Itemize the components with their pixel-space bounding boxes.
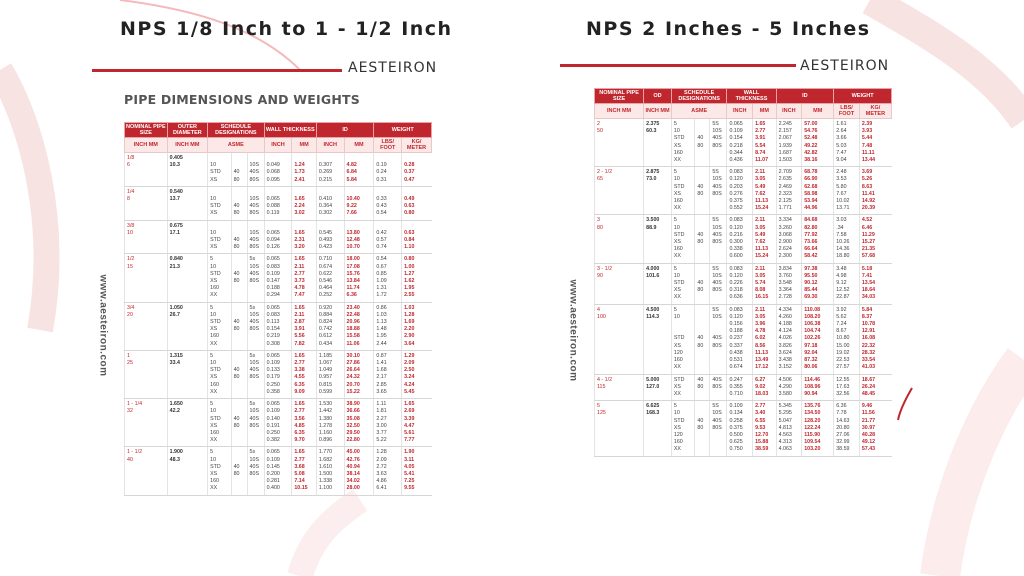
sub-kg: KG/ METER — [402, 138, 432, 153]
subheader-row — [125, 138, 432, 153]
cell-w-in: 0.083 0.120 0.156 0.188 0.237 0.337 0.438 0.531 0.674 — [727, 304, 753, 374]
cell-id-mm: 84.68 82.80 77.92 73.66 66.64 58.42 — [802, 215, 834, 263]
sub-id-inch: INCH — [316, 138, 344, 153]
cell-lbs: 0.87 1.41 1.68 2.17 2.85 3.65 — [374, 350, 402, 398]
cell-lbs: 3.92 5.62 7.24 8.67 10.80 15.00 19.02 22.53 27.57 — [834, 304, 860, 374]
right-pipe-table — [594, 88, 892, 457]
table-row — [595, 401, 892, 456]
cell-sch3: 10S 40S 80S — [247, 220, 264, 254]
cell-lbs: 0.19 0.24 0.31 — [374, 153, 402, 187]
cell-w-in: 0.065 0.094 0.126 — [264, 220, 292, 254]
cell-id-in: 0.545 0.493 0.423 — [316, 220, 344, 254]
hdr-wall: WALL THICKNESS — [727, 89, 776, 104]
cell-nps: 1 25 — [125, 350, 168, 398]
cell-id-mm: 23.40 22.48 20.96 18.88 15.58 11.06 — [344, 302, 374, 350]
cell-w-in: 0.109 0.134 0.258 0.375 0.500 0.625 0.750 — [727, 401, 753, 456]
sub-kg: KG/ METER — [859, 104, 891, 119]
cell-id-in: 0.410 0.364 0.302 — [316, 186, 344, 220]
cell-kg: 0.80 1.00 1.27 1.62 1.95 2.55 — [402, 254, 432, 302]
cell-sch2: 40 80 — [231, 186, 247, 220]
cell-sch2: 40 80 — [231, 447, 247, 495]
cell-sch2: 40 80 — [231, 350, 247, 398]
cell-sch1: 5 10 STD XS 160 XX — [208, 254, 231, 302]
cell-sch3: 10S 40S 80S — [247, 153, 264, 187]
table-row — [595, 167, 892, 215]
cell-lbs: 2.48 3.53 5.80 7.67 10.02 13.71 — [834, 167, 860, 215]
cell-lbs: 0.86 1.03 1.13 1.48 1.95 2.44 — [374, 302, 402, 350]
cell-id-mm: 97.38 95.50 90.12 85.44 69.30 — [802, 263, 834, 304]
cell-sch1: 10 STD XS — [208, 220, 231, 254]
cell-lbs: 1.28 2.09 2.72 3.63 4.86 6.41 — [374, 447, 402, 495]
cell-nps: 2 50 — [595, 119, 644, 167]
sub-od: INCH MM — [167, 138, 208, 153]
cell-kg: 9.46 11.56 21.77 30.97 40.28 49.12 57.43 — [859, 401, 891, 456]
cell-id-in: 1.185 1.067 1.049 0.957 0.815 0.599 — [316, 350, 344, 398]
cell-sch3: 10S 40S 80S — [247, 186, 264, 220]
cell-sch3: 5s 10S 40S 80S — [247, 302, 264, 350]
cell-lbs: 3.03 .34 7.58 10.26 14.36 18.80 — [834, 215, 860, 263]
cell-od: 2.375 60.3 — [644, 119, 672, 167]
sub-asme: ASME — [671, 104, 727, 119]
cell-id-in: 0.307 0.269 0.215 — [316, 153, 344, 187]
cell-sch1: 5 10 STD XS XX — [671, 263, 694, 304]
cell-w-mm: 1.65 2.77 3.56 4.85 6.35 9.70 — [292, 399, 317, 447]
cell-sch2: 40 80 — [231, 220, 247, 254]
cell-w-mm: 1.65 2.11 2.77 3.73 4.78 7.47 — [292, 254, 317, 302]
cell-sch3: 5s 10S 40S 80S — [247, 254, 264, 302]
table-row — [125, 302, 432, 350]
cell-nps: 1/8 6 — [125, 153, 168, 187]
cell-lbs: 0.54 0.67 0.85 1.09 1.31 1.72 — [374, 254, 402, 302]
hdr-nps: NOMINAL PIPE SIZE — [126, 124, 166, 136]
cell-id-in: 4.506 4.290 3.580 — [776, 374, 802, 401]
cell-w-in: 0.065 0.109 0.140 0.191 0.250 0.382 — [264, 399, 292, 447]
cell-od: 4.000 101.6 — [644, 263, 672, 304]
cell-nps: 4 100 — [595, 304, 644, 374]
hdr-od: OUTER DIAMETER — [167, 123, 208, 138]
left-table-body — [125, 153, 432, 496]
cell-id-mm: 45.00 42.76 40.94 38.14 34.02 28.00 — [344, 447, 374, 495]
cell-sch1: 5 10 STD XS 120 160 XX — [671, 304, 694, 374]
cell-nps: 3 80 — [595, 215, 644, 263]
table-row — [125, 186, 432, 220]
cell-w-in: 0.049 0.068 0.095 — [264, 153, 292, 187]
cell-id-mm: 4.82 6.84 5.84 — [344, 153, 374, 187]
cell-w-in: 0.247 0.355 0.710 — [727, 374, 753, 401]
cell-id-in: 2.245 2.157 2.067 1.939 1.687 1.503 — [776, 119, 802, 167]
cell-sch2: 40 80 — [695, 215, 710, 263]
cell-od: 0.675 17.1 — [167, 220, 208, 254]
cell-nps: 1 - 1/2 40 — [125, 447, 168, 495]
cell-w-in: 0.065 0.109 0.145 0.200 0.281 0.400 — [264, 447, 292, 495]
sub-id-mm: MM — [802, 104, 834, 119]
cell-w-mm: 1.65 2.24 3.02 — [292, 186, 317, 220]
table-row — [125, 399, 432, 447]
left-brand-logo: AESTEIRON — [348, 60, 438, 76]
cell-w-in: 0.083 0.120 0.226 0.318 0.636 — [727, 263, 753, 304]
cell-id-mm: 57.00 54.76 52.48 49.22 42.82 38.16 — [802, 119, 834, 167]
cell-od: 0.540 13.7 — [167, 186, 208, 220]
cell-kg: 5.18 7.41 13.54 18.64 34.03 — [859, 263, 891, 304]
sub-asme: ASME — [208, 138, 265, 153]
cell-sch1: 5 10 STD XS 120 160 XX — [671, 401, 694, 456]
cell-w-mm: 2.11 3.05 3.96 4.78 6.02 8.56 11.13 13.49 17.12 — [753, 304, 777, 374]
cell-id-in: 4.334 4.260 4.188 4.124 4.026 3.826 3.624 3.438 3.152 — [776, 304, 802, 374]
cell-od: 3.500 88.9 — [644, 215, 672, 263]
hdr-id: ID — [776, 89, 834, 104]
cell-sch1: 10 STD XS — [208, 186, 231, 220]
cell-sch3: 5S 10S 40S 80S — [710, 215, 727, 263]
cell-od: 1.315 33.4 — [167, 350, 208, 398]
cell-od: 6.625 168.3 — [644, 401, 672, 456]
table-row — [125, 254, 432, 302]
right-heading: NPS 2 Inches - 5 Inches — [586, 18, 871, 40]
cell-lbs: 0.33 0.43 0.54 — [374, 186, 402, 220]
table-row — [595, 119, 892, 167]
cell-kg: 2.39 3.93 5.44 7.48 11.11 13.44 — [859, 119, 891, 167]
cell-w-in: 0.083 0.120 0.203 0.276 0.375 0.552 — [727, 167, 753, 215]
cell-w-in: 0.065 0.088 0.119 — [264, 186, 292, 220]
cell-w-in: 0.065 0.109 0.154 0.218 0.344 0.436 — [727, 119, 753, 167]
sub-id-mm: MM — [344, 138, 374, 153]
cell-nps: 4 - 1/2 115 — [595, 374, 644, 401]
cell-sch1: 5 10 STD XS 160 XX — [671, 167, 694, 215]
cell-nps: 2 - 1/2 65 — [595, 167, 644, 215]
hdr-id: ID — [316, 123, 374, 138]
bottom-left-swoosh — [300, 500, 360, 576]
right-website-url: www.aesteiron.com — [567, 279, 579, 382]
cell-od: 5.000 127.0 — [644, 374, 672, 401]
cell-sch2: 40 80 — [231, 254, 247, 302]
cell-lbs: 1.61 2.64 3.66 5.03 7.47 9.04 — [834, 119, 860, 167]
cell-od: 0.840 21.3 — [167, 254, 208, 302]
cell-id-mm: 13.80 12.48 10.70 — [344, 220, 374, 254]
cell-lbs: 3.48 4.98 9.12 12.52 22.87 — [834, 263, 860, 304]
cell-id-mm: 135.76 134.50 128.20 122.24 115.90 109.54 103.20 — [802, 401, 834, 456]
cell-sch3: 5S 10S 40S 80S — [710, 119, 727, 167]
cell-od: 4.500 114.3 — [644, 304, 672, 374]
cell-w-mm: 2.77 3.40 6.55 9.53 12.70 15.88 38.59 — [753, 401, 777, 456]
cell-w-in: 0.065 0.109 0.133 0.179 0.250 0.358 — [264, 350, 292, 398]
cell-id-in: 3.834 3.760 3.548 3.364 2.728 — [776, 263, 802, 304]
sub-wall-inch: INCH — [264, 138, 292, 153]
cell-sch1: STD XS XX — [671, 374, 694, 401]
cell-id-mm: 114.46 108.96 90.94 — [802, 374, 834, 401]
cell-kg: 0.28 0.37 0.47 — [402, 153, 432, 187]
right-table-body — [595, 119, 892, 457]
cell-sch1: 10 STD XS — [208, 153, 231, 187]
cell-sch2: 40 80 — [231, 302, 247, 350]
cell-id-in: 5.345 5.295 5.047 4.813 4.563 4.313 4.063 — [776, 401, 802, 456]
cell-id-mm: 18.00 17.08 15.76 13.84 11.74 6.36 — [344, 254, 374, 302]
right-red-line — [560, 64, 796, 67]
cell-sch1: 5 10 STD XS 160 XX — [208, 447, 231, 495]
cell-w-mm: 2.11 3.05 5.74 8.08 16.15 — [753, 263, 777, 304]
sub-id-inch: INCH — [776, 104, 802, 119]
cell-w-mm: 1.65 2.77 3.68 5.08 7.14 10.15 — [292, 447, 317, 495]
cell-w-mm: 6.27 9.02 18.03 — [753, 374, 777, 401]
cell-kg: 1.03 1.28 1.69 2.20 2.90 3.64 — [402, 302, 432, 350]
hdr-wall: WALL THICKNESS — [264, 123, 316, 138]
header-row — [595, 89, 892, 104]
cell-od: 2.875 73.0 — [644, 167, 672, 215]
hdr-weight: WEIGHT — [374, 123, 432, 138]
left-website-url: www.aesteiron.com — [97, 274, 109, 377]
cell-nps: 3/8 10 — [125, 220, 168, 254]
left-pipe-table — [124, 122, 432, 496]
cell-id-in: 2.709 2.635 2.469 2.323 2.125 1.771 — [776, 167, 802, 215]
cell-sch1: 5 10 STD XS 160 XX — [208, 302, 231, 350]
table-row — [125, 220, 432, 254]
table-row — [595, 215, 892, 263]
sub-lbs: LBS/ FOOT — [834, 104, 860, 119]
left-heading: NPS 1/8 Inch to 1 - 1/2 Inch — [120, 18, 453, 40]
cell-id-mm: 38.90 36.66 35.08 32.50 29.50 22.80 — [344, 399, 374, 447]
sub-nps: INCH MM — [125, 138, 168, 153]
sub-od: INCH MM — [644, 104, 672, 119]
left-swoosh — [0, 70, 46, 330]
cell-od: 1.050 26.7 — [167, 302, 208, 350]
sub-wall-mm: MM — [753, 104, 777, 119]
cell-id-mm: 68.78 66.90 62.68 58.98 53.94 44.96 — [802, 167, 834, 215]
cell-sch1: 5 10 STD XS 160 XX — [208, 350, 231, 398]
cell-sch2: 40 80 — [695, 401, 710, 456]
cell-sch1: 5 10 STD XS 160 XX — [671, 215, 694, 263]
table-row — [595, 374, 892, 401]
cell-sch1: 5 10 STD XS 160 XX — [208, 399, 231, 447]
cell-id-in: 0.920 0.884 0.824 0.742 0.612 0.434 — [316, 302, 344, 350]
table-row — [595, 263, 892, 304]
cell-nps: 1/2 15 — [125, 254, 168, 302]
sub-wall-inch: INCH — [727, 104, 753, 119]
cell-w-mm: 1.65 2.31 3.20 — [292, 220, 317, 254]
sub-nps: INCH MM — [595, 104, 644, 119]
cell-kg: 5.84 8.37 10.78 12.91 16.08 22.32 28.32 33.54 41.03 — [859, 304, 891, 374]
cell-sch3: 5s 10S 40S 80S — [247, 350, 264, 398]
cell-sch2: 40 80 — [695, 374, 710, 401]
cell-w-mm: 1.65 2.77 3.91 5.54 8.74 11.07 — [753, 119, 777, 167]
cell-id-mm: 110.08 108.20 106.38 104.74 102.26 97.18 92.04 87.32 80.06 — [802, 304, 834, 374]
cell-kg: 1.29 2.09 2.50 3.24 4.24 5.45 — [402, 350, 432, 398]
cell-w-in: 0.065 0.083 0.113 0.154 0.219 0.308 — [264, 302, 292, 350]
subheader-row — [595, 104, 892, 119]
cell-lbs: 0.42 0.57 0.74 — [374, 220, 402, 254]
cell-id-in: 1.770 1.682 1.610 1.500 1.338 1.100 — [316, 447, 344, 495]
cell-kg: 18.67 26.24 48.45 — [859, 374, 891, 401]
cell-od: 0.405 10.3 — [167, 153, 208, 187]
right-brand-logo: AESTEIRON — [800, 58, 890, 74]
cell-w-in: 0.065 0.083 0.109 0.147 0.188 0.294 — [264, 254, 292, 302]
cell-sch3: 5S 10S 40S 80S — [710, 304, 727, 374]
cell-lbs: 6.36 7.78 14.63 20.80 27.06 32.99 38.59 — [834, 401, 860, 456]
cell-sch3: 5S 10S 40S 80S — [710, 263, 727, 304]
cell-nps: 3 - 1/2 90 — [595, 263, 644, 304]
cell-sch3: 5S 10S 40S 80S — [710, 167, 727, 215]
cell-sch2: 40 80 — [231, 153, 247, 187]
table-row — [125, 153, 432, 187]
cell-id-in: 3.334 3.260 3.068 2.900 2.624 2.300 — [776, 215, 802, 263]
cell-nps: 3/4 20 — [125, 302, 168, 350]
cell-od: 1.650 42.2 — [167, 399, 208, 447]
cell-w-mm: 1.65 2.77 3.38 4.55 6.35 9.09 — [292, 350, 317, 398]
cell-w-in: 0.083 0.120 0.216 0.300 0.338 0.600 — [727, 215, 753, 263]
cell-w-mm: 1.65 2.11 2.87 3.91 5.56 7.82 — [292, 302, 317, 350]
hdr-schedule: SCHEDULE DESIGNATIONS — [671, 89, 727, 104]
right-swoosh — [870, 0, 1024, 120]
cell-sch3: 40S 80S — [710, 374, 727, 401]
cell-lbs: 12.55 17.63 32.56 — [834, 374, 860, 401]
right-red-arc — [898, 388, 912, 420]
cell-sch2: 40 80 — [695, 167, 710, 215]
cell-kg: 4.52 6.46 11.29 15.27 21.35 57.68 — [859, 215, 891, 263]
cell-kg: 0.49 0.63 0.80 — [402, 186, 432, 220]
hdr-schedule: SCHEDULE DESIGNATIONS — [208, 123, 265, 138]
cell-kg: 0.63 0.84 1.10 — [402, 220, 432, 254]
cell-nps: 1 - 1/4 32 — [125, 399, 168, 447]
cell-w-mm: 2.11 3.05 5.49 7.62 11.13 15.24 — [753, 215, 777, 263]
sub-wall-mm: MM — [292, 138, 317, 153]
cell-sch3: 5S 10S 40S 80S — [710, 401, 727, 456]
left-red-line — [92, 69, 342, 72]
cell-nps: 5 125 — [595, 401, 644, 456]
sub-lbs: LBS/ FOOT — [374, 138, 402, 153]
cell-nps: 1/4 8 — [125, 186, 168, 220]
cell-sch2: 40 80 — [231, 399, 247, 447]
header-row — [125, 123, 432, 138]
hdr-od: OD — [644, 89, 672, 104]
cell-kg: 3.69 5.26 8.63 11.41 14.92 20.39 — [859, 167, 891, 215]
cell-kg: 1.65 2.69 3.39 4.47 5.61 7.77 — [402, 399, 432, 447]
cell-od: 1.900 48.3 — [167, 447, 208, 495]
cell-id-mm: 10.40 9.22 7.66 — [344, 186, 374, 220]
cell-sch3: 5s 10S 40S 80S — [247, 399, 264, 447]
cell-sch1: 5 10 STD XS 160 XX — [671, 119, 694, 167]
table-row — [595, 304, 892, 374]
cell-lbs: 1.11 1.81 2.27 3.00 3.77 5.22 — [374, 399, 402, 447]
cell-sch2: 40 80 — [695, 263, 710, 304]
hdr-nps: NOMINAL PIPE SIZE — [595, 89, 644, 104]
cell-sch3: 5s 10S 40S 80S — [247, 447, 264, 495]
table-row — [125, 447, 432, 495]
left-doc-title: PIPE DIMENSIONS AND WEIGHTS — [124, 92, 360, 107]
cell-kg: 1.90 3.11 4.05 5.41 7.25 9.55 — [402, 447, 432, 495]
hdr-weight: WEIGHT — [834, 89, 892, 104]
cell-w-mm: 1.24 1.73 2.41 — [292, 153, 317, 187]
table-row — [125, 350, 432, 398]
cell-sch2: 40 80 — [695, 304, 710, 374]
cell-w-mm: 2.11 3.05 5.49 7.62 11.13 15.24 — [753, 167, 777, 215]
cell-id-in: 1.530 1.442 1.380 1.278 1.160 0.896 — [316, 399, 344, 447]
cell-sch2: 40 80 — [695, 119, 710, 167]
right-lower-swoosh — [940, 360, 1024, 576]
cell-id-in: 0.710 0.674 0.622 0.546 0.464 0.252 — [316, 254, 344, 302]
cell-id-mm: 30.10 27.86 26.64 24.32 20.70 15.22 — [344, 350, 374, 398]
